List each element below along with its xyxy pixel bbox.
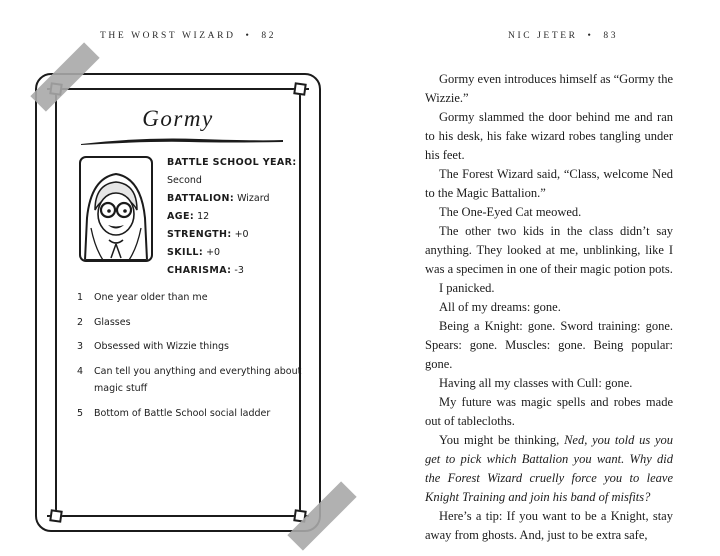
frame-corner-knot — [293, 82, 307, 96]
fact-text: Bottom of Battle School social ladder — [94, 407, 271, 419]
header-separator: • — [587, 31, 594, 41]
card-frame-top-line — [47, 88, 309, 90]
paragraph: The other two kids in the class didn’t say anything. They looked at me, unblinking, like I was a specimen in one of their magic potion pots. — [425, 224, 673, 276]
stat-value: 12 — [197, 211, 210, 222]
fact-text: Can tell you anything and everything about magic stuff — [94, 365, 302, 394]
book-title: THE WORST WIZARD — [100, 31, 236, 41]
paragraph: The One-Eyed Cat meowed. — [439, 205, 582, 219]
left-page-number: 82 — [261, 31, 277, 41]
fact-item — [77, 338, 302, 356]
paragraph: The Forest Wizard said, “Class, welcome Ned to the Magic Battalion.” — [425, 167, 673, 200]
stat-skill — [167, 244, 307, 262]
fact-number: 5 — [77, 407, 84, 419]
frame-corner-knot — [49, 509, 63, 523]
stat-label: CHARISMA: — [167, 265, 232, 276]
title-underline — [79, 135, 285, 147]
stat-battle-school-year — [167, 154, 307, 172]
fact-item — [77, 363, 302, 398]
fact-item — [77, 314, 302, 332]
fact-text: One year older than me — [94, 292, 208, 303]
character-portrait — [79, 156, 153, 262]
character-card — [35, 73, 321, 532]
paragraph: I panicked. — [439, 281, 495, 295]
paragraph: Having all my classes with Cull: gone. — [439, 376, 633, 390]
stat-charisma — [167, 262, 307, 280]
stat-label: SKILL: — [167, 247, 204, 258]
stat-label: STRENGTH: — [167, 229, 232, 240]
stat-label: BATTLE SCHOOL YEAR: — [167, 157, 297, 168]
paragraph: Gormy even introduces himself as “Gormy the Wizzie.” — [425, 72, 673, 105]
stat-value: Wizard — [237, 193, 270, 204]
character-stats — [167, 154, 307, 280]
fact-number: 3 — [77, 341, 84, 352]
gormy-illustration — [81, 158, 151, 260]
fact-number: 2 — [77, 316, 84, 328]
paragraph-with-italic — [425, 431, 673, 507]
character-name: Gormy — [142, 106, 214, 131]
fact-number: 4 — [77, 365, 84, 377]
fact-item — [77, 289, 302, 307]
paragraph: All of my dreams: gone. — [439, 300, 561, 314]
paragraph-italic: Ned, you told us you get to pick which Battalion you want. Why did the Forest Wizard cruelly force you to leave Knight Training and join his band of misfits? — [425, 433, 673, 504]
stat-value: +0 — [206, 247, 221, 258]
stat-value: +0 — [234, 229, 249, 240]
right-page-number: 83 — [603, 31, 619, 41]
card-frame-bottom-line — [47, 515, 309, 517]
stat-battle-school-year-value — [167, 172, 307, 190]
paragraph: Gormy slammed the door behind me and ran to his desk, his fake wizard robes tangling under his feet. — [425, 110, 673, 162]
stat-label: AGE: — [167, 211, 195, 222]
left-running-head — [100, 31, 276, 41]
fact-text: Obsessed with Wizzie things — [94, 341, 229, 352]
paragraph-lead: You might be thinking, — [439, 433, 565, 447]
character-facts-list — [77, 289, 302, 429]
stat-age — [167, 208, 307, 226]
stat-strength — [167, 226, 307, 244]
stat-label: BATTALION: — [167, 193, 235, 204]
fact-text: Glasses — [94, 316, 131, 328]
right-running-head — [508, 31, 618, 41]
header-separator: • — [245, 31, 252, 41]
author-name: NIC JETER — [508, 31, 578, 41]
stat-value: Second — [167, 175, 202, 186]
stat-value: -3 — [234, 265, 244, 276]
fact-item — [77, 405, 302, 423]
paragraph: My future was magic spells and robes made out of tablecloths. — [425, 395, 673, 428]
paragraph: Being a Knight: gone. Sword training: gone. Spears: gone. Muscles: gone. Being popular: gone. — [425, 319, 673, 371]
stat-battalion — [167, 190, 307, 208]
right-page-body — [425, 70, 673, 545]
fact-number: 1 — [77, 292, 84, 303]
paragraph: Here’s a tip: If you want to be a Knight, stay away from ghosts. And, just to be extra safe, — [425, 509, 673, 542]
